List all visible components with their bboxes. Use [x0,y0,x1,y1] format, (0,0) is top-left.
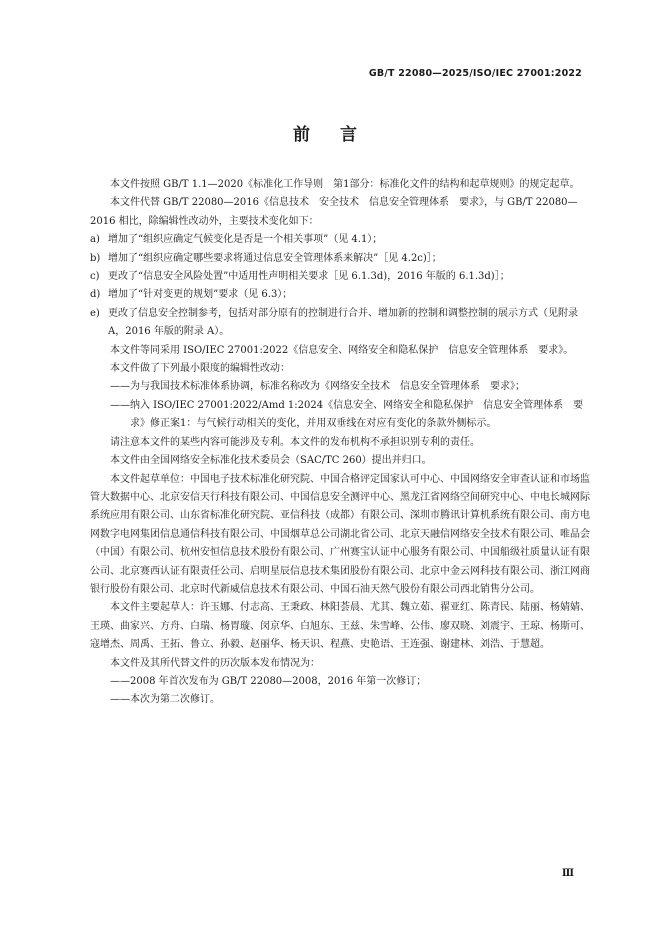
paragraph-identical-adoption: 本文件等同采用 ISO/IEC 27001:2022《信息安全、网络安全和隐私保护 信息安全管理体系 要求》。 [110,344,574,356]
item-marker: a) [90,234,100,246]
paragraph-proposer: 本文件由全国网络安全标准化技术委员会（SAC/TC 260）提出并归口。 [110,455,432,467]
page-title: 前 言 [293,125,369,145]
item-marker: —— [110,694,130,706]
paragraph-patent-notice: 请注意本文件的某些内容可能涉及专利。本文件的发布机构不承担识别专利的责任。 [110,436,480,448]
paragraph-replaces: 本文件代替 GB/T 22080—2016《信息技术 安全技术 信息安全管理体系 要求》，与 GB/T 22080—2016 相比，除编辑性改动外，主要技术变化如下： [90,197,578,227]
history-item [90,691,590,709]
item-marker: —— [110,399,130,411]
item-text: 为与我国技术标准体系协调，标准名称改为《网络安全技术 信息安全管理体系 要求》； [130,381,525,393]
item-text: 2008 年首次发布为 GB/T 22080—2008，2016 年第一次修订； [130,675,427,687]
item-text: 增加了“组织应确定气候变化是否是一个相关事项”（见 4.1）； [108,234,383,246]
change-item [90,268,590,286]
item-text: 纳入 ISO/IEC 27001:2022/Amd 1:2024《信息安全、网络安全和隐私保护 信息安全管理体系 要求》修正案1：与气候行动相关的变化，并用双垂线在对应有变化的条款外侧标示。 [130,399,584,430]
item-marker: c) [90,271,100,283]
history-item [90,673,590,691]
item-marker: d) [90,289,101,301]
edit-item [90,397,590,434]
paragraph-drafting-units: 本文件起草单位：中国电子技术标准化研究院、中国合格评定国家认可中心、中国网络安全审查认证和市场监管大数据中心、北京安信天行科技有限公司、中国信息安全测评中心、黑龙江省网络空间研究中心、中电长城网际系统应用有限公司、山东省标准化研究院、亚信科技（成都）有限公司、深圳市腾讯计算机系统有限公司、南方电网数字电网集团信息通信科技有限公司、中国烟草总公司湖北省公司、北京天融信网络安全技术有限公司、唯品会（中国）有限公司、杭州安恒信息技术股份有限公司、广州赛宝认证中心服务有限公司、中国船级社质量认证有限公司、北京赛西认证有限责任公司、启明星辰信息技术集团股份有限公司、北京中金云网科技有限公司、浙江网商银行股份有限公司、北京时代新威信息技术有限公司、中国石油天然气股份有限公司西北销售分公司。 [90,473,590,595]
item-text: 更改了“信息安全风险处置”中适用性声明相关要求［见 6.1.3d)，2016 年版的 6.1.3d)］； [108,271,510,283]
paragraph-history: 本文件及其所代替文件的历次版本发布情况为： [110,657,320,669]
item-text: 本次为第二次修订。 [130,694,220,706]
change-item [90,250,590,268]
item-marker: e) [90,307,100,319]
paragraph-drafters: 本文件主要起草人：许玉娜、付志高、王秉政、林阳荟晨、尤其、魏立茹、翟亚红、陈青民、陆丽、杨婧婧、王瑛、曲家兴、方舟、白瑞、杨胃璇、闵京华、白旭东、王兹、朱雪峰、公伟、廖双晓、刘震宇、王琼、杨斯可、寇增杰、周禹、王拓、鲁立、孙毅、赵丽华、杨天识、程燕、史艳语、王连强、谢建林、刘浩、于慧超。 [90,602,590,651]
edit-item [90,378,590,396]
item-marker: —— [110,381,130,393]
item-text: 更改了信息安全控制参考，包括对部分原有的控制进行合并、增加新的控制和调整控制的展示方式（见附录 A，2016 年版的附录 A）。 [108,307,578,338]
item-marker: —— [110,675,130,687]
paragraph-drafting-rules: 本文件按照 GB/T 1.1—2020《标准化工作导则 第1部分：标准化文件的结构和起草规则》的规定起草。 [110,179,580,190]
item-text: 增加了“针对变更的规划”要求（见 6.3）； [108,289,293,301]
paragraph-editorial-changes: 本文件做了下列最小限度的编辑性改动： [110,363,290,375]
item-text: 增加了“组织应确定哪些要求将通过信息安全管理体系来解决”［见 4.2c)］； [108,252,442,264]
page-number: Ⅲ [561,868,574,879]
change-item [90,286,590,304]
change-item [90,305,590,342]
standard-code: GB/T 22080—2025/ISO/IEC 27001:2022 [368,68,582,79]
item-marker: b) [90,252,101,264]
foreword-body [90,176,590,710]
change-item [90,231,590,249]
